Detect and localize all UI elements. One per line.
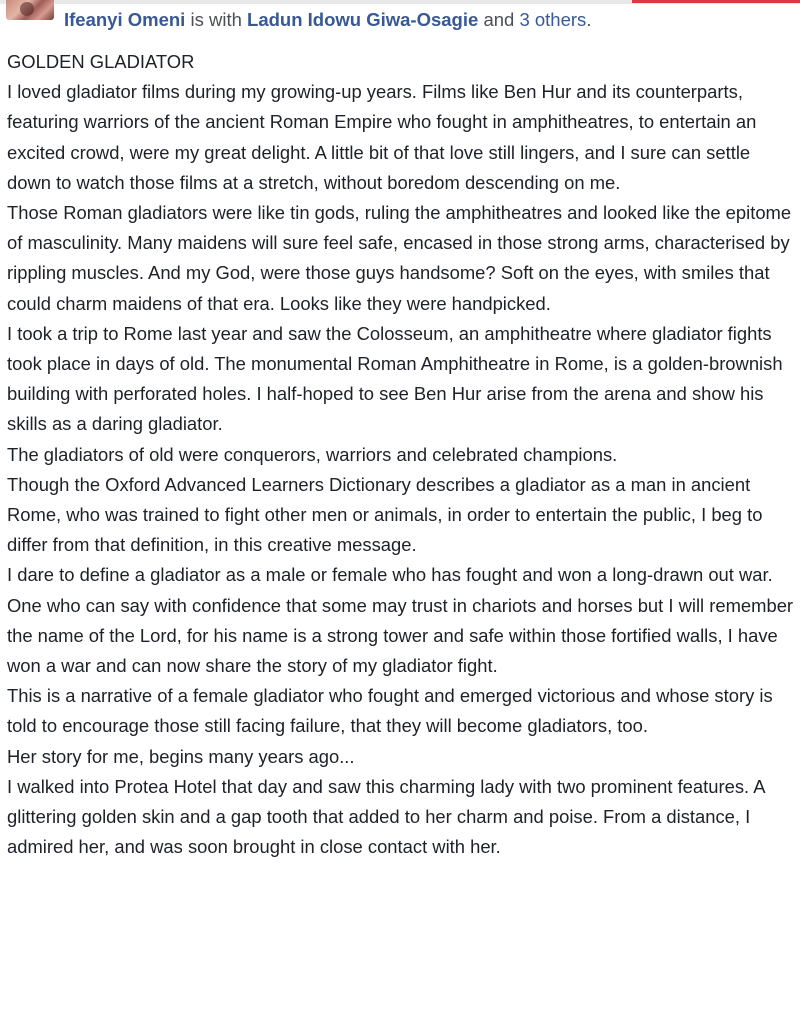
post-header-line — [64, 8, 591, 32]
and-text: and — [483, 9, 515, 30]
post-paragraph: Those Roman gladiators were like tin gods, ruling the amphitheatres and looked like the epitome of masculinity. Many maidens will sure feel safe, encased in those strong arms, characterised by rippling muscles. And my God, were those guys handsome? Soft on the eyes, with smiles that could charm maidens of that era. Looks like they were handpicked. — [7, 202, 792, 314]
post-paragraph: I took a trip to Rome last year and saw the Colosseum, an amphitheatre where gladiator fights took place in days of old. The monumental Roman Amphitheatre in Rome, is a golden-brownish building with perforated holes. I half-hoped to see Ben Hur arise from the arena and show his skills as a daring gladiator. — [7, 322, 783, 435]
period-text: . — [586, 9, 592, 30]
avatar[interactable] — [6, 0, 54, 20]
post-paragraph: I dare to define a gladiator as a male or female who has fought and won a long-drawn out war. One who can say with confidence that some may trust in chariots and horses but I will remember the name of the Lord, for his name is a strong tower and safe within those fortified walls, I have won a war and can now share the story of my gladiator fight. — [7, 564, 794, 677]
post-title: GOLDEN GLADIATOR — [7, 51, 195, 72]
post-paragraph: This is a narrative of a female gladiator who fought and emerged victorious and whose story is told to encourage those still facing failure, that they will become gladiators, too. — [7, 685, 773, 737]
post-paragraph: Though the Oxford Advanced Learners Dictionary describes a gladiator as a man in ancient Rome, who was trained to fight other men or animals, in order to entertain the public, I beg to differ from that definition, in this creative message. — [7, 473, 763, 556]
post-paragraph: Her story for me, begins many years ago... — [7, 745, 355, 767]
post-paragraph: I loved gladiator films during my growing-up years. Films like Ben Hur and its counterparts, featuring warriors of the ancient Roman Empire who fought in amphitheatres, to entertain an excited crowd, were my great delight. A little bit of that love still lingers, and I sure can settle down to watch those films at a stretch, without boredom descending on me. — [7, 81, 757, 193]
with-text: is with — [190, 9, 242, 30]
author-name-link[interactable]: Ifeanyi Omeni — [64, 9, 186, 30]
others-link[interactable]: 3 others — [519, 9, 587, 30]
post-header — [0, 0, 800, 40]
tagged-person-link[interactable]: Ladun Idowu Giwa-Osagie — [247, 9, 479, 30]
post-body — [7, 47, 795, 862]
post-paragraph: I walked into Protea Hotel that day and saw this charming lady with two prominent features. A glittering golden skin and a gap tooth that added to her charm and poise. From a distance, I admired her, and was soon brought in close contact with her. — [7, 775, 765, 858]
post-paragraph: The gladiators of old were conquerors, warriors and celebrated champions. — [7, 443, 618, 465]
